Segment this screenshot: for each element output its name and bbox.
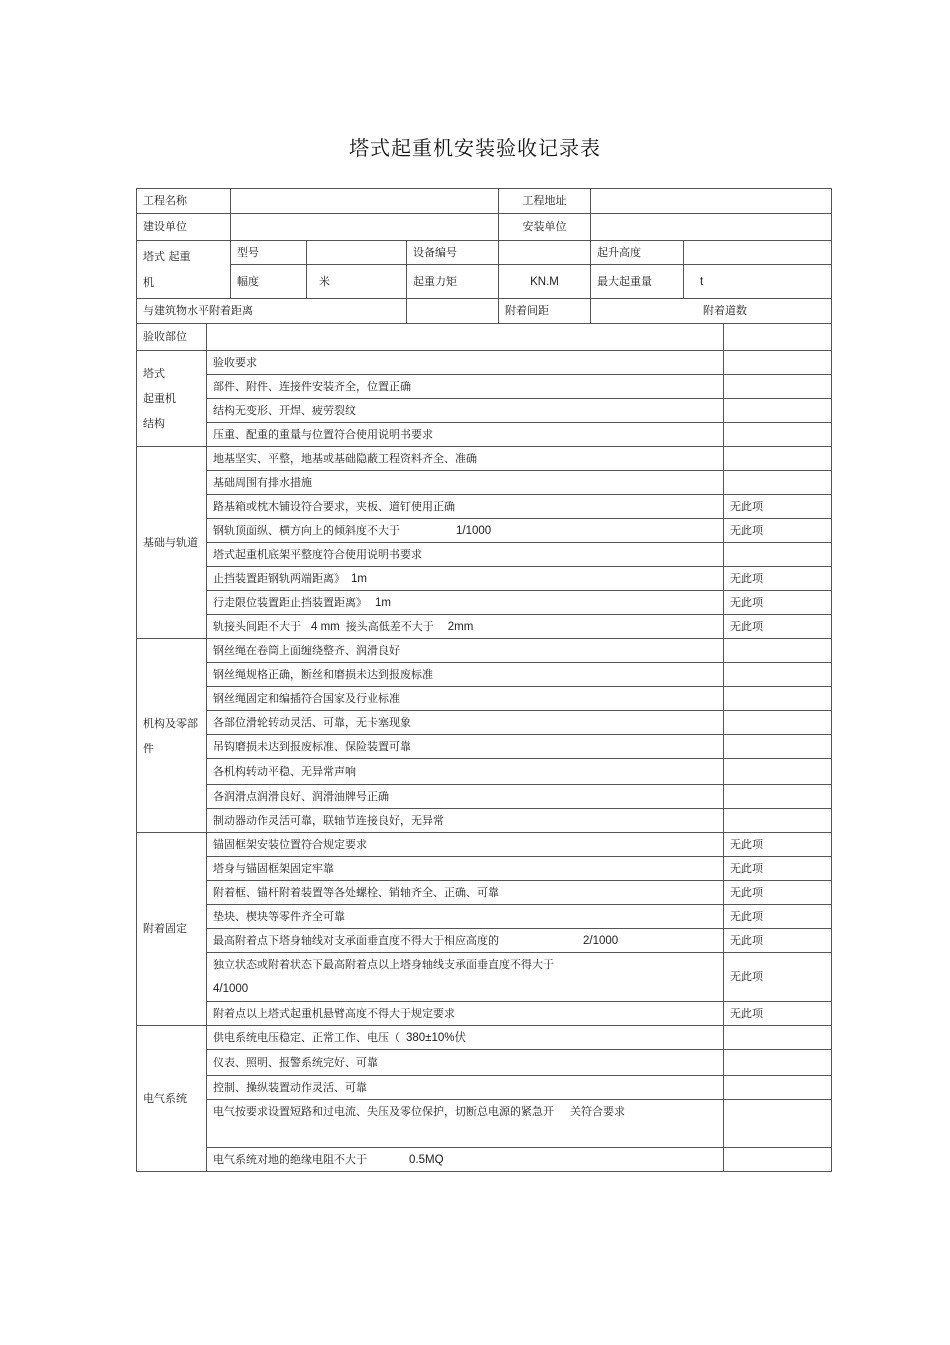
table-row [137, 423, 832, 447]
check-part-value[interactable] [207, 324, 724, 351]
table-row [137, 495, 832, 519]
installer-label: 安装单位 [499, 214, 591, 241]
requirement-label: 供电系统电压稳定、正常工作、电压（ [213, 1030, 400, 1044]
result-cell[interactable] [724, 687, 832, 711]
crane-label-line-2: 机 [143, 275, 154, 289]
requirement-text [207, 591, 724, 615]
lift-height-label: 起升高度 [591, 241, 684, 265]
project-name-label: 工程名称 [137, 189, 231, 214]
check-part-result[interactable] [724, 324, 832, 351]
device-no-label: 设备编号 [407, 241, 499, 265]
table-row [137, 711, 832, 735]
table-row [137, 447, 832, 471]
requirement-text: 地基坚实、平整，地基或基础隐蔽工程资料齐全、准确 [207, 447, 724, 471]
result-cell[interactable] [724, 375, 832, 399]
table-row [137, 1050, 832, 1076]
section-category: 基础与轨道 [137, 447, 207, 639]
table-row [137, 615, 832, 639]
table-row [137, 1002, 832, 1026]
table-row [137, 905, 832, 929]
requirement-label: 电气按要求设置短路和过电流、失压及零位保护，切断总电源的紧急开 [213, 1105, 554, 1118]
result-cell[interactable] [724, 471, 832, 495]
requirement-value: 1/1000 [456, 524, 492, 537]
installer-value[interactable] [591, 214, 832, 241]
table-row [137, 687, 832, 711]
page-title: 塔式起重机安装验收记录表 [349, 136, 601, 160]
model-value[interactable] [307, 241, 407, 265]
attach-count-label: 附着道数 [591, 299, 832, 324]
table-row [137, 351, 832, 375]
requirement-text: 附着框、锚杆附着装置等各处螺栓、销轴齐全、正确、可靠 [207, 881, 724, 905]
requirement-text: 各部位滑轮转动灵活、可靠，无卡塞现象 [207, 711, 724, 735]
table-row [137, 759, 832, 785]
result-cell[interactable]: 无此项 [724, 881, 832, 905]
requirement-text: 结构无变形、开焊、疲劳裂纹 [207, 399, 724, 423]
table-row [137, 1100, 832, 1148]
requirement-value: 0.5MQ [409, 1153, 444, 1166]
requirement-text: 仪表、照明、报警系统完好、可靠 [207, 1050, 724, 1076]
section-category: 电气系统 [137, 1026, 207, 1172]
requirement-value: 1m [375, 596, 391, 609]
result-cell[interactable] [724, 759, 832, 785]
result-cell[interactable]: 无此项 [724, 591, 832, 615]
requirement-text: 吊钩磨损未达到报废标准、保险装置可靠 [207, 735, 724, 759]
requirement-label: 行走限位装置距止挡装置距离》 [213, 595, 367, 609]
requirement-text: 塔式起重机底架平整度符合使用说明书要求 [207, 543, 724, 567]
result-cell[interactable]: 无此项 [724, 905, 832, 929]
requirement-value: 4/1000 [213, 983, 249, 995]
model-label: 型号 [231, 241, 307, 265]
result-cell[interactable]: 无此项 [724, 1002, 832, 1026]
meter-unit: 米 [307, 265, 407, 299]
requirement-text: 锚固框架安装位置符合规定要求 [207, 833, 724, 857]
requirement-text: 控制、操纵装置动作灵活、可靠 [207, 1076, 724, 1100]
requirement-text [207, 567, 724, 591]
check-part-row [137, 324, 832, 351]
result-cell[interactable] [724, 1026, 832, 1050]
requirement-text [207, 615, 724, 639]
requirement-value-2: 2mm [447, 620, 474, 633]
table-row [137, 399, 832, 423]
table-row [137, 375, 832, 399]
requirement-text: 部件、附件、连接件安装齐全，位置正确 [207, 375, 724, 399]
project-address-label: 工程地址 [499, 189, 591, 214]
info-row-project [137, 189, 832, 214]
table-row [137, 567, 832, 591]
result-cell[interactable]: 无此项 [724, 495, 832, 519]
table-row [137, 833, 832, 857]
project-name-value[interactable] [231, 189, 499, 214]
lift-height-value[interactable] [684, 241, 832, 265]
requirement-text [207, 953, 724, 1002]
horizontal-distance-value[interactable] [407, 299, 499, 324]
attach-spacing-label: 附着间距 [499, 299, 591, 324]
requirement-text: 基础周围有排水措施 [207, 471, 724, 495]
requirement-label: 钢轨顶面纵、横方向上的倾斜度不大于 [213, 523, 400, 537]
requirement-text [207, 1100, 724, 1148]
result-cell[interactable] [724, 447, 832, 471]
table-row [137, 591, 832, 615]
project-address-value[interactable] [591, 189, 832, 214]
requirement-label-2: 关符合要求 [570, 1105, 625, 1118]
result-cell[interactable] [724, 399, 832, 423]
requirement-text: 验收要求 [207, 351, 724, 375]
amplitude-label: 幅度 [231, 265, 307, 299]
requirement-text: 附着点以上塔式起重机悬臂高度不得大于规定要求 [207, 1002, 724, 1026]
builder-label: 建设单位 [137, 214, 231, 241]
result-cell[interactable] [724, 639, 832, 663]
requirement-label: 止挡装置距钢轨两端距离》 [213, 571, 345, 585]
requirement-text [207, 929, 724, 953]
result-cell[interactable]: 无此项 [724, 857, 832, 881]
table-row [137, 543, 832, 567]
table-row [137, 953, 832, 1002]
requirement-text [207, 1026, 724, 1050]
requirement-label: 独立状态或附着状态下最高附着点以上塔身轴线支承面垂直度不得大于 [213, 958, 554, 971]
check-part-label: 验收部位 [137, 324, 207, 351]
requirement-value: 1m [351, 572, 367, 585]
requirement-text: 垫块、楔块等零件齐全可靠 [207, 905, 724, 929]
requirement-text: 钢丝绳固定和编插符合国家及行业标准 [207, 687, 724, 711]
result-cell[interactable]: 无此项 [724, 519, 832, 543]
table-row [137, 735, 832, 759]
table-row [137, 1076, 832, 1100]
requirement-label-2: 接头高低差不大于 [345, 619, 434, 633]
section-category: 附着固定 [137, 833, 207, 1026]
horizontal-distance-label: 与建筑物水平附着距离 [137, 299, 407, 324]
requirement-label: 最高附着点下塔身轴线对支承面垂直度不得大于相应高度的 [213, 933, 499, 947]
result-cell[interactable]: 无此项 [724, 615, 832, 639]
table-row [137, 639, 832, 663]
requirement-value: 4 mm [311, 620, 340, 633]
section-category: 机构及零部 件 [137, 639, 207, 833]
requirement-text: 各机构转动平稳、无异常声响 [207, 759, 724, 785]
device-no-value[interactable] [499, 241, 591, 265]
requirement-value: 380±10%伏 [406, 1031, 467, 1044]
table-row [137, 663, 832, 687]
result-cell[interactable]: 无此项 [724, 567, 832, 591]
requirement-text: 钢丝绳规格正确，断丝和磨损未达到报废标准 [207, 663, 724, 687]
ton-unit: t [684, 265, 832, 299]
table-row [137, 519, 832, 543]
crane-label [137, 241, 231, 299]
result-cell[interactable] [724, 711, 832, 735]
result-cell[interactable] [724, 785, 832, 809]
result-cell[interactable] [724, 1050, 832, 1076]
info-row-crane-2 [137, 265, 832, 299]
requirement-text: 制动器动作灵活可靠，联轴节连接良好，无异常 [207, 809, 724, 833]
requirement-text: 钢丝绳在卷筒上面缠绕整齐、润滑良好 [207, 639, 724, 663]
result-cell[interactable] [724, 423, 832, 447]
crane-label-line-1: 塔式 起重 [143, 249, 191, 263]
result-cell[interactable]: 无此项 [724, 929, 832, 953]
info-row-crane-1 [137, 241, 832, 265]
builder-value[interactable] [231, 214, 499, 241]
info-row-builder [137, 214, 832, 241]
table-row [137, 857, 832, 881]
requirement-text: 各润滑点润滑良好、润滑油牌号正确 [207, 785, 724, 809]
result-cell[interactable] [724, 1100, 832, 1148]
table-row [137, 929, 832, 953]
result-cell[interactable] [724, 351, 832, 375]
lifting-moment-label: 起重力矩 [407, 265, 499, 299]
result-cell[interactable] [724, 735, 832, 759]
requirement-label: 电气系统对地的绝缘电阻不大于 [213, 1152, 367, 1166]
table-row [137, 1026, 832, 1050]
inspection-table [136, 188, 832, 1172]
info-row-attach [137, 299, 832, 324]
knm-unit: KN.M [499, 265, 591, 299]
result-cell[interactable] [724, 663, 832, 687]
result-cell[interactable]: 无此项 [724, 833, 832, 857]
requirement-text: 塔身与锚固框架固定牢靠 [207, 857, 724, 881]
result-cell[interactable]: 无此项 [724, 953, 832, 1002]
table-row [137, 809, 832, 833]
requirement-text [207, 519, 724, 543]
table-row [137, 881, 832, 905]
max-lift-label: 最大起重量 [591, 265, 684, 299]
result-cell[interactable] [724, 1076, 832, 1100]
table-row [137, 785, 832, 809]
result-cell[interactable] [724, 1148, 832, 1172]
table-row [137, 471, 832, 495]
requirement-text: 压重、配重的重量与位置符合使用说明书要求 [207, 423, 724, 447]
requirement-text: 路基箱或枕木铺设符合要求，夹板、道钉使用正确 [207, 495, 724, 519]
result-cell[interactable] [724, 543, 832, 567]
requirement-text [207, 1148, 724, 1172]
requirement-value: 2/1000 [583, 934, 619, 947]
section-category: 塔式 起重机 结构 [137, 351, 207, 447]
requirement-label: 轨接头间距不大于 [213, 619, 301, 633]
result-cell[interactable] [724, 809, 832, 833]
table-row [137, 1148, 832, 1172]
